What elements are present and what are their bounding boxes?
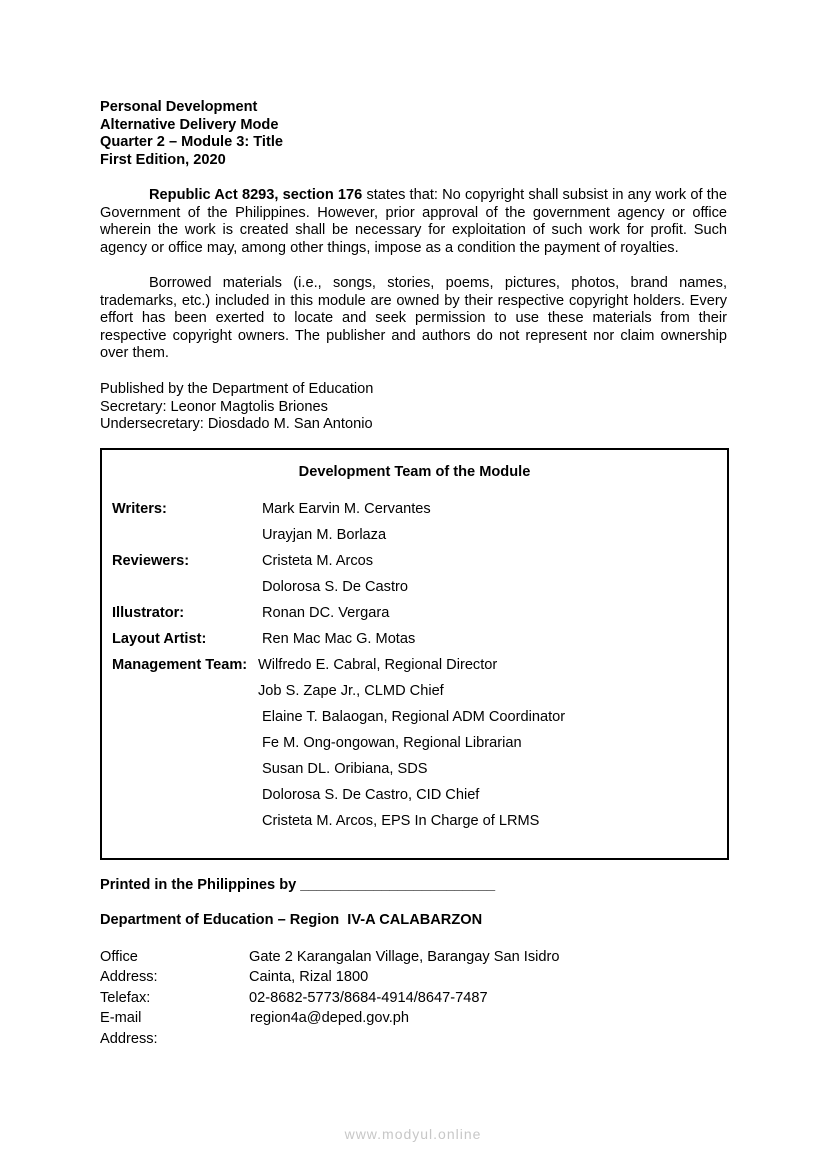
secretary-line: Secretary: Leonor Magtolis Briones	[100, 398, 328, 415]
team-member: Elaine T. Balaogan, Regional ADM Coordinator	[262, 709, 566, 725]
printed-by-line: Printed in the Philippines by ________________________	[100, 877, 496, 893]
team-role: Management Team:	[112, 657, 248, 673]
team-member: Wilfredo E. Cabral, Regional Director	[258, 657, 498, 673]
publisher-line: Published by the Department of Education	[100, 381, 374, 397]
undersecretary-line: Undersecretary: Diosdado M. San Antonio	[100, 416, 373, 432]
team-role: Illustrator:	[112, 605, 185, 621]
team-member: Ronan DC. Vergara	[262, 605, 390, 621]
team-member: Job S. Zape Jr., CLMD Chief	[258, 683, 444, 699]
copyright-text: states that: No copyright shall subsist in any work of the Government of the Philippines. However, prior approval of the government agency or office wherein the work is created shall be necessary for exploitation of such work for profit. Such agency or office may, among other things, impose as a condition the payment of royalties.	[100, 187, 727, 256]
team-member: Cristeta M. Arcos, EPS In Charge of LRMS	[262, 813, 540, 829]
edition: First Edition, 2020	[100, 151, 226, 168]
team-role: Reviewers:	[112, 553, 190, 569]
borrowed-materials-text: Borrowed materials (i.e., songs, stories, poems, pictures, photos, brand names, trademarks, etc.) included in this module are owned by their respective copyright holders. Every effort has been exerted to locate and seek permission to use these materials from their respective copyright owners. The publisher and authors do not represent nor claim ownership over them.	[100, 275, 727, 362]
publisher-info	[100, 381, 373, 434]
team-role: Layout Artist:	[112, 631, 207, 647]
office-address-label: Office Address:	[100, 949, 158, 986]
team-member: Fe M. Ong-ongowan, Regional Librarian	[262, 735, 522, 751]
team-member: Mark Earvin M. Cervantes	[262, 501, 431, 517]
office-address-line1: Gate 2 Karangalan Village, Barangay San Isidro	[249, 949, 560, 965]
team-title: Development Team of the Module	[298, 464, 531, 480]
email-label: E-mail Address:	[100, 1010, 158, 1047]
team-member: Urayjan M. Borlaza	[262, 527, 387, 543]
email-value: region4a@deped.gov.ph	[250, 1010, 409, 1027]
borrowed-materials-paragraph	[100, 275, 727, 363]
module-header	[100, 99, 283, 169]
delivery-mode: Alternative Delivery Mode	[100, 116, 279, 133]
office-address-line2: Cainta, Rizal 1800	[249, 969, 369, 986]
copyright-paragraph	[100, 187, 727, 257]
team-member: Dolorosa S. De Castro, CID Chief	[262, 787, 480, 803]
team-member: Cristeta M. Arcos	[262, 553, 374, 569]
team-member: Dolorosa S. De Castro	[262, 579, 408, 595]
team-member: Susan DL. Oribiana, SDS	[262, 761, 428, 777]
team-member: Ren Mac Mac G. Motas	[262, 631, 416, 647]
law-reference: Republic Act 8293, section 176	[149, 187, 363, 203]
telefax-label: Telefax:	[100, 989, 151, 1006]
region-heading: Department of Education – Region IV-A CALABARZON	[100, 912, 483, 928]
module-title: Quarter 2 – Module 3: Title	[100, 134, 284, 150]
development-team-box	[100, 448, 729, 860]
subject-title: Personal Development	[100, 99, 258, 115]
team-role: Writers:	[112, 501, 167, 517]
telefax-value: 02-8682-5773/8684-4914/8647-7487	[249, 989, 488, 1006]
site-watermark: www.modyul.online	[344, 1126, 482, 1142]
